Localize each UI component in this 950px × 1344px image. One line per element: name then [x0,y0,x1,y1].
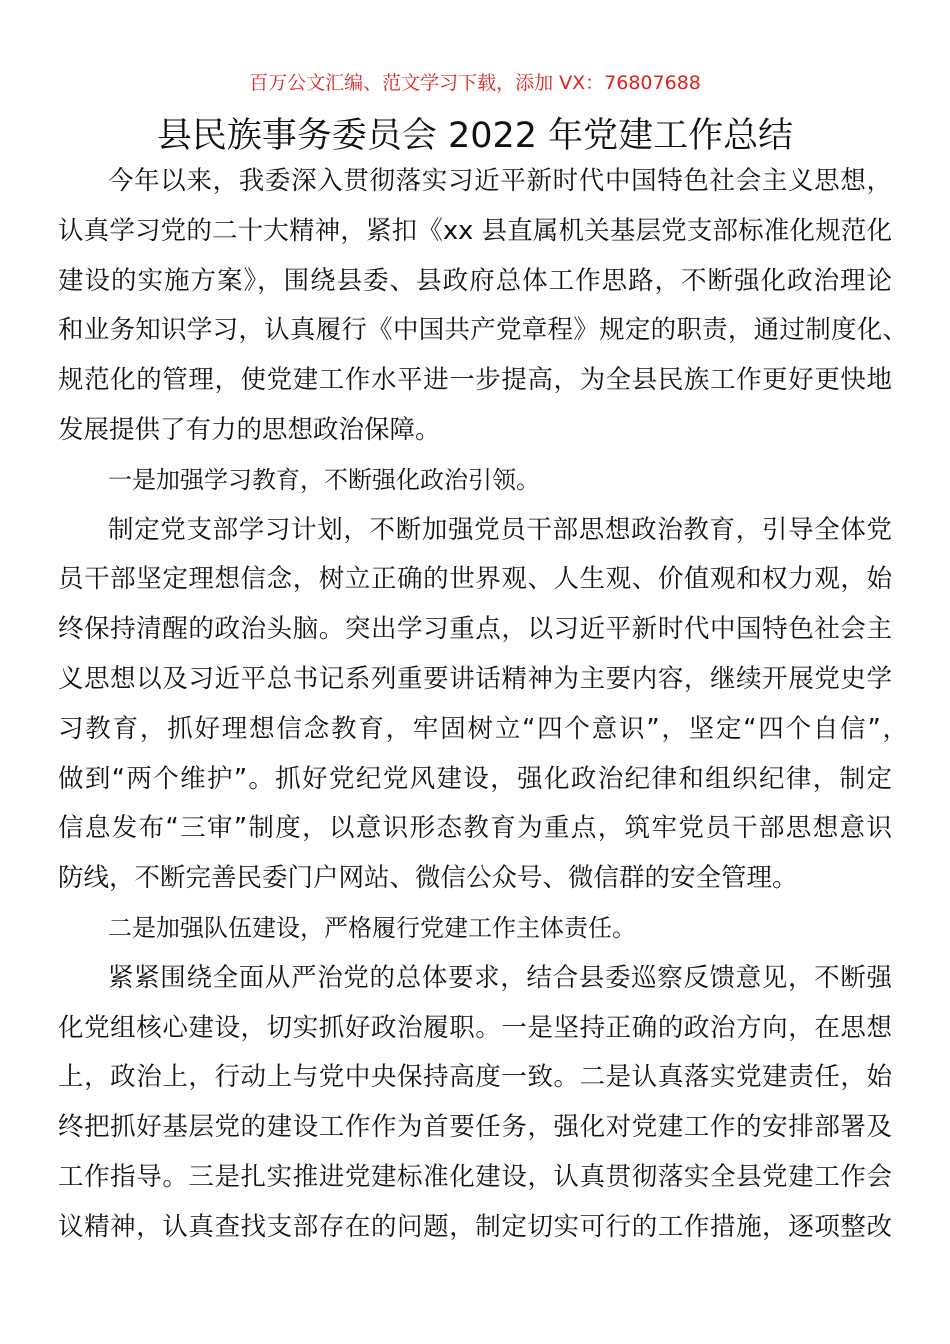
paragraph-line: 信息发布“三审”制度，以意识形态教育为重点，筑牢党员干部思想意识 [58,813,892,844]
section-heading-1: 一是加强学习教育，不断强化政治引领。 [108,465,540,494]
paragraph-line: 工作指导。三是扎实推进党建标准化建设，认真贯彻落实全县党建工作会 [58,1161,892,1192]
paragraph-line: 今年以来，我委深入贯彻落实习近平新时代中国特色社会主义思想， [108,166,892,196]
paragraph-line: 化党组核心建设，切实抓好政治履职。一是坚持正确的政治方向，在思想 [58,1012,892,1043]
paragraph-line: 制定党支部学习计划，不断加强党员干部思想政治教育，引导全体党 [108,514,892,545]
paragraph-line: 发展提供了有力的思想政治保障。 [58,414,441,445]
paragraph-line: 认真学习党的二十大精神，紧扣《xx 县直属机关基层党支部标准化规范化 [58,215,892,246]
document-title: 县民族事务委员会 2022 年党建工作总结 [156,116,794,156]
paragraph-line: 义思想以及习近平总书记系列重要讲话精神为主要内容，继续开展党史学 [58,663,892,694]
paragraph-line: 规范化的管理，使党建工作水平进一步提高，为全县民族工作更好更快地 [58,365,892,396]
paragraph-line: 和业务知识学习，认真履行《中国共产党章程》规定的职责，通过制度化、 [58,315,908,346]
paragraph-line: 建设的实施方案》，围绕县委、县政府总体工作思路，不断强化政治理论 [58,265,892,296]
paragraph-line: 终保持清醒的政治头脑。突出学习重点，以习近平新时代中国特色社会主 [58,614,892,645]
paragraph-line: 终把抓好基层党的建设工作作为首要任务，强化对党建工作的安排部署及 [58,1112,892,1143]
paragraph-line: 防线，不断完善民委门户网站、微信公众号、微信群的安全管理。 [58,863,798,894]
paragraph-line: 议精神，认真查找支部存在的问题，制定切实可行的工作措施，逐项整改 [58,1211,892,1242]
section-heading-2: 二是加强队伍建设，严格履行党建工作主体责任。 [108,913,636,942]
document-body [58,163,908,1259]
paragraph-line: 上，政治上，行动上与党中央保持高度一致。二是认真落实党建责任，始 [58,1062,892,1093]
paragraph-line: 员干部坚定理想信念，树立正确的世界观、人生观、价值观和权力观，始 [58,564,892,595]
paragraph-line: 紧紧围绕全面从严治党的总体要求，结合县委巡察反馈意见，不断强 [108,962,892,993]
paragraph-line: 习教育，抓好理想信念教育，牢固树立“四个意识”，坚定“四个自信”， [58,713,908,744]
paragraph-line: 做到“两个维护”。抓好党纪党风建设，强化政治纪律和组织纪律，制定 [58,763,892,794]
watermark-banner: 百万公文汇编、范文学习下载，添加 VX：76807688 [249,72,701,94]
